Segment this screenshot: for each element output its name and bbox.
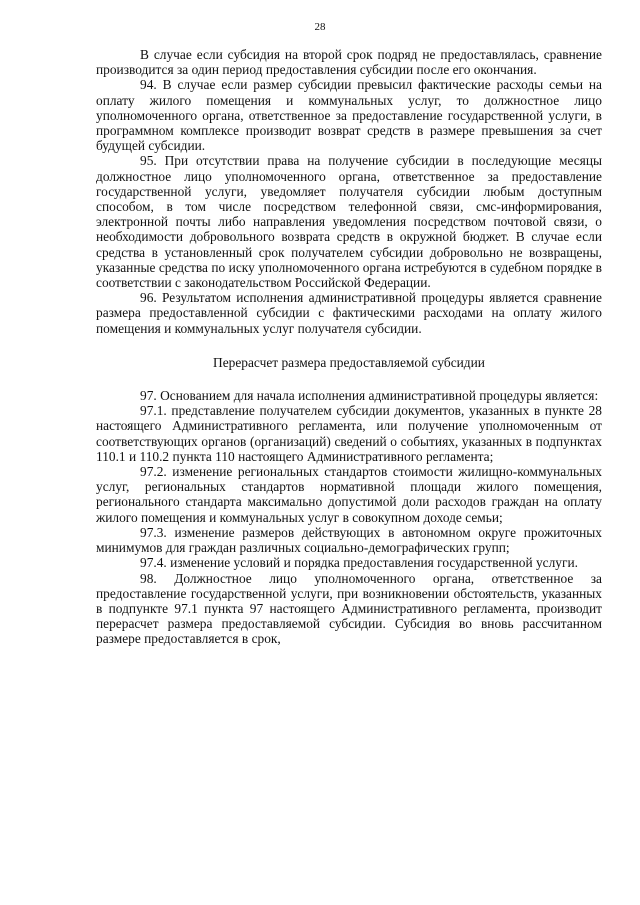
document-body (96, 47, 602, 647)
section-heading: Перерасчет размера предоставляемой субсидии (213, 354, 485, 370)
paragraph-subsidy-second-term: В случае если субсидия на второй срок подряд не предоставлялась, сравнение производится за один период предоставления субсидии после его окончания. (96, 47, 602, 78)
paragraph-94: 94. В случае если размер субсидии превысил фактические расходы семьи на оплату жилого помещения и коммунальных услуг, то должностное лицо уполномоченного органа, ответственное за предоставление государственной услуги, в программном комплексе производит возврат средств в размере превышения за счет будущей субсидии. (96, 77, 602, 154)
paragraph-97-3: 97.3. изменение размеров действующих в автономном округе прожиточных минимумов для граждан различных социально-демографических групп; (96, 524, 602, 556)
paragraph-97-2: 97.2. изменение региональных стандартов стоимости жилищно-коммунальных услуг, региональных стандартов нормативной площади жилого помещения, регионального стандарта максимально допустимой доли расходов граждан на оплату жилого помещения и коммунальных услуг в совокупном доходе семьи; (96, 464, 602, 525)
paragraph-96: 96. Результатом исполнения административной процедуры является сравнение размера предоставленной субсидии с фактическими расходами на оплату жилого помещения и коммунальных услуг получателя субсидии. (96, 290, 602, 336)
paragraph-97: 97. Основанием для начала исполнения административной процедуры является: (140, 388, 599, 404)
paragraph-98: 98. Должностное лицо уполномоченного органа, ответственное за предоставление государственной услуги, при возникновении обстоятельств, указанных в подпункте 97.1 пункта 97 настоящего Административного регламента, производит перерасчет размера предоставляемой субсидии. Субсидия во вновь рассчитанном размере предоставляется в срок, (96, 570, 602, 647)
paragraph-97-1: 97.1. представление получателем субсидии документов, указанных в пункте 28 настоящего Административного регламента, или получение уполномоченным от соответствующих органов (организаций) сведений о событиях, указанных в подпунктах 110.1 и 110.2 пункта 110 настоящего Административного регламента; (96, 403, 602, 464)
paragraph-97-4: 97.4. изменение условий и порядка предоставления государственной услуги. (140, 555, 578, 571)
page-number: 28 (314, 21, 326, 33)
paragraph-95: 95. При отсутствии права на получение субсидии в последующие месяцы должностное лицо уполномоченного органа, ответственное за предоставление государственной услуги, уведомляет получателя субсидии любым доступным способом, в том числе посредством телефонной связи, смс-информирования, электронной почты либо направления уведомления посредством почтовой связи, о необходимости добровольного возврата средств в окружной бюджет. В случае если средства в установленный срок получателем субсидии добровольно не возвращены, указанные средства по иску уполномоченного органа истребуются в судебном порядке в соответствии с законодательством Российской Федерации. (96, 153, 602, 291)
